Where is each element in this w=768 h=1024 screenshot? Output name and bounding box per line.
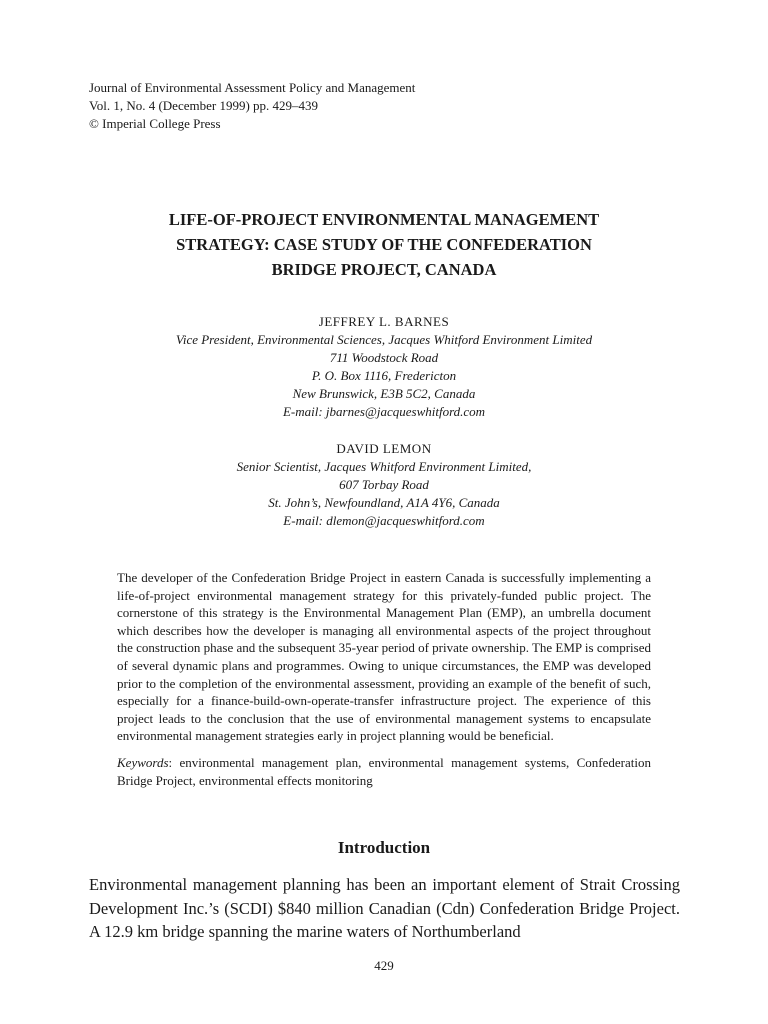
paper-title <box>0 207 768 282</box>
keywords-label: Keywords <box>117 754 169 770</box>
journal-name: Journal of Environmental Assessment Policy and Management <box>89 80 416 95</box>
author-address-street: 711 Woodstock Road <box>329 350 439 365</box>
author-address-street: 607 Torbay Road <box>339 477 429 492</box>
journal-copyright: © Imperial College Press <box>89 116 221 131</box>
author-affiliation: Vice President, Environmental Sciences, Jacques Whitford Environment Limited <box>175 332 593 347</box>
abstract <box>117 569 651 789</box>
keywords <box>117 754 651 789</box>
author-affiliation: Senior Scientist, Jacques Whitford Environment Limited, <box>236 459 532 474</box>
author-address-city: St. John’s, Newfoundland, A1A 4Y6, Canada <box>268 495 500 510</box>
journal-header <box>89 79 415 133</box>
introduction-body <box>89 873 680 944</box>
keywords-list: : environmental management plan, environmental management systems, Confederation Bridge Project, environmental effects monitoring <box>117 754 651 788</box>
author-block-lemon <box>0 440 768 530</box>
page-number: 429 <box>374 958 394 973</box>
author-name: JEFFREY L. BARNES <box>318 314 450 329</box>
author-block-barnes <box>0 313 768 421</box>
author-email: E-mail: dlemon@jacqueswhitford.com <box>283 513 485 528</box>
author-address-province: New Brunswick, E3B 5C2, Canada <box>292 386 476 401</box>
author-address-box: P. O. Box 1116, Fredericton <box>311 368 457 383</box>
title-line-3: BRIDGE PROJECT, CANADA <box>271 260 497 279</box>
title-line-2: STRATEGY: CASE STUDY OF THE CONFEDERATION <box>176 235 592 254</box>
author-name: DAVID LEMON <box>336 441 432 456</box>
title-line-1: LIFE-OF-PROJECT ENVIRONMENTAL MANAGEMENT <box>168 210 600 229</box>
journal-volume: Vol. 1, No. 4 (December 1999) pp. 429–439 <box>89 98 319 113</box>
abstract-text: The developer of the Confederation Bridge Project in eastern Canada is successfully implementing a life-of-project environmental management strategy for this privately-funded public project. The cornerstone of this strategy is the Environmental Management Plan (EMP), an umbrella document which describes how the developer is managing all environmental aspects of the project throughout the construction phase and the subsequent 35-year period of private ownership. The EMP is comprised of several dynamic plans and programmes. Owing to unique circumstances, the EMP was developed prior to the completion of the environmental assessment, providing an example of the benefit of such, especially for a finance-build-own-operate-transfer infrastructure project. The experience of this project leads to the conclusion that the use of environmental management systems to encapsulate environmental management strategies early in project planning would be beneficial. <box>117 570 651 744</box>
author-email: E-mail: jbarnes@jacqueswhitford.com <box>282 404 486 419</box>
section-heading: Introduction <box>337 838 431 857</box>
introduction-paragraph: Environmental management planning has been an important element of Strait Crossing Development Inc.’s (SCDI) $840 million Canadian (Cdn) Confederation Bridge Project. A 12.9 km bridge spanning the marine waters of Northumberland <box>89 875 680 941</box>
